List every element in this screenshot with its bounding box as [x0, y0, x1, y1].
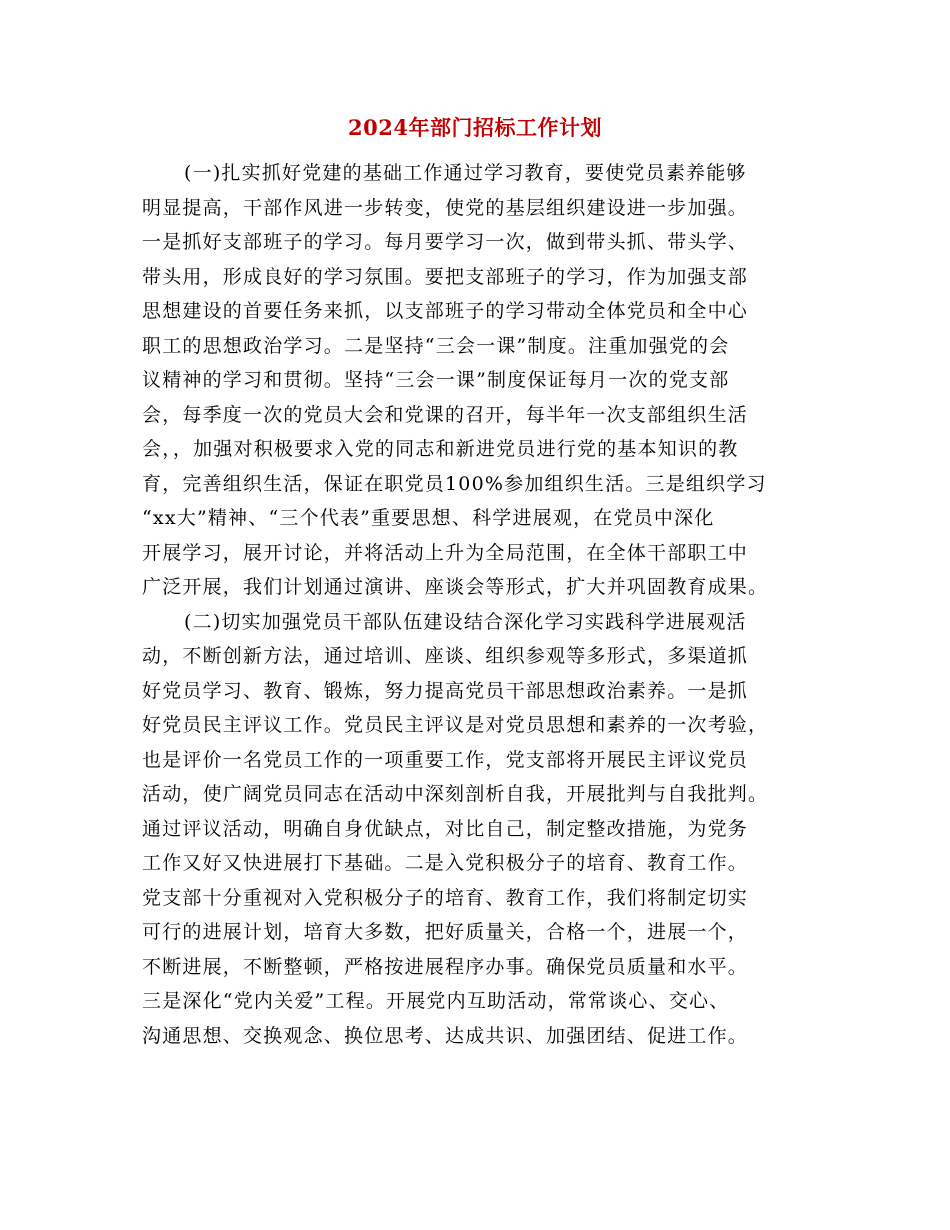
text-line: 可行的进展计划，培育大多数，把好质量关，合格一个，进展一个，: [142, 921, 749, 943]
text-line: 活动，使广阔党员同志在活动中深刻剖析自我，开展批判与自我批判。: [142, 783, 769, 805]
text-line: 明显提高，干部作风进一步转变，使党的基层组织建设进一步加强。: [142, 196, 749, 219]
text-line: 广泛开展，我们计划通过演讲、座谈会等形式，扩大并巩固教育成果。: [142, 576, 769, 598]
text-line: 好党员学习、教育、锻炼，努力提高党员干部思想政治素养。一是抓: [142, 679, 749, 702]
text-line: 通过评议活动，明确自身优缺点，对比自己，制定整改措施，为党务: [142, 817, 749, 840]
text-line: 思想建设的首要任务来抓，以支部班子的学习带动全体党员和全中心: [142, 300, 749, 322]
document-title: 2024年部门招标工作计划: [348, 115, 602, 140]
text-line: 一是抓好支部班子的学习。每月要学习一次，做到带头抓、带头学、: [142, 231, 749, 253]
text-line: 议精神的学习和贯彻。坚持“三会一课”制度保证每月一次的党支部: [142, 369, 730, 391]
paragraph-2: [142, 605, 814, 1054]
text-line: (一)扎实抓好党建的基础工作通过学习教育，要使党员素养能够: [184, 162, 747, 184]
text-line: 不断进展，不断整顿，严格按进展程序办事。确保党员质量和水平。: [142, 955, 749, 978]
text-line: 职工的思想政治学习。二是坚持“三会一课”制度。注重加强党的会: [142, 334, 730, 357]
text-line: 工作又好又快进展打下基础。二是入党积极分子的培育、教育工作。: [142, 852, 749, 874]
document-body: [142, 156, 814, 1053]
text-line: 党支部十分重视对入党积极分子的培育、教育工作，我们将制定切实: [142, 886, 749, 909]
text-line: 会，每季度一次的党员大会和党课的召开，每半年一次支部组织生活: [142, 403, 749, 426]
text-line: (二)切实加强党员干部队伍建设结合深化学习实践科学进展观活: [184, 610, 747, 633]
text-line: 沟通思想、交换观念、换位思考、达成共识、加强团结、促进工作。: [142, 1024, 749, 1047]
text-line: 动，不断创新方法，通过培训、座谈、组织参观等多形式，多渠道抓: [142, 645, 749, 667]
text-line: “xx大”精神、“三个代表”重要思想、科学进展观，在党员中深化: [142, 507, 715, 529]
text-line: 开展学习，展开讨论，并将活动上升为全局范围，在全体干部职工中: [142, 541, 749, 564]
text-line: 也是评价一名党员工作的一项重要工作，党支部将开展民主评议党员: [142, 748, 749, 771]
text-line: 三是深化“党内关爱”工程。开展党内互助活动，常常谈心、交心、: [142, 990, 730, 1012]
text-line: 好党员民主评议工作。党员民主评议是对党员思想和素养的一次考验，: [142, 714, 769, 736]
text-line: 带头用，形成良好的学习氛围。要把支部班子的学习，作为加强支部: [142, 265, 749, 288]
text-line: 会，，加强对积极要求入党的同志和新进党员进行党的基本知识的教: [142, 438, 739, 460]
paragraph-1: [142, 156, 814, 605]
text-line: 育，完善组织生活，保证在职党员100%参加组织生活。三是组织学习: [142, 472, 767, 495]
